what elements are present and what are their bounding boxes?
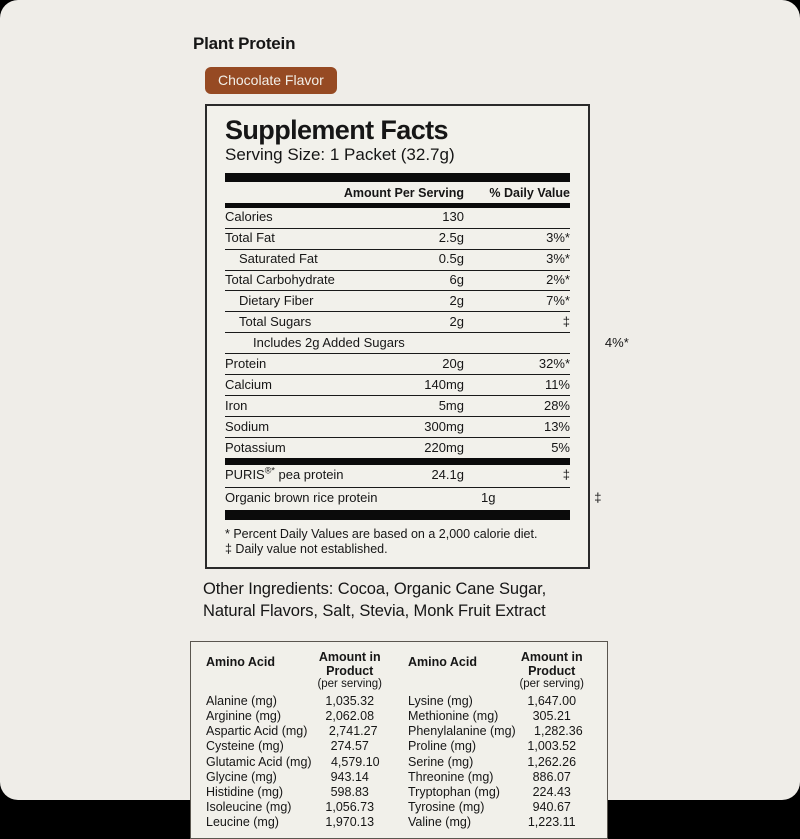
amino-value: 1,056.73 (325, 799, 375, 814)
nutrient-daily-value: 5% (551, 439, 570, 455)
nutrient-row (225, 438, 570, 458)
nutrient-row (225, 291, 570, 312)
amino-acid-table (190, 641, 608, 839)
per-serving-subheader: (per serving) (519, 678, 584, 691)
amino-row (399, 770, 601, 785)
nutrient-amount: 2g (449, 313, 464, 329)
per-serving-subheader: (per serving) (317, 678, 382, 691)
nutrient-row (225, 250, 570, 271)
nutrient-name: Total Sugars (239, 313, 312, 329)
nutrient-row (225, 312, 570, 333)
amino-name: Aspartic Acid (mg) (206, 724, 308, 739)
nutrient-name: Total Carbohydrate (225, 272, 335, 288)
nutrient-row (225, 354, 570, 375)
amino-name: Cysteine (mg) (206, 739, 284, 754)
blend-name: PURIS®* pea protein (225, 466, 344, 483)
other-ingredients-text: Other Ingredients: Cocoa, Organic Cane Sugar, Natural Flavors, Salt, Stevia, Monk Fruit Extract (203, 580, 547, 621)
amino-name: Glycine (mg) (206, 769, 277, 784)
amino-row (197, 770, 399, 785)
blend-daily-value: ‡ (594, 490, 602, 506)
nutrient-row (225, 208, 570, 229)
nutrient-name: Iron (225, 397, 248, 413)
amino-value: 274.57 (330, 739, 369, 754)
amount-in-product-header: Amount in Product (per serving) (502, 649, 601, 691)
protein-blend-rows (225, 465, 602, 510)
blend-daily-value: ‡ (562, 467, 570, 483)
amount-per-serving-header: Amount Per Serving (343, 185, 464, 200)
nutrient-daily-value: 2%* (546, 272, 570, 288)
serving-size: Serving Size: 1 Packet (32.7g) (225, 145, 455, 165)
amino-name: Isoleucine (mg) (206, 799, 292, 814)
amino-value: 4,579.10 (330, 754, 380, 769)
amino-value: 886.07 (532, 769, 571, 784)
nutrient-daily-value: 13% (543, 418, 570, 434)
facts-title: Supplement Facts (225, 115, 448, 145)
amino-value: 2,741.27 (328, 724, 378, 739)
amino-acid-header: Amino Acid (206, 654, 275, 669)
amino-value: 1,035.32 (325, 694, 375, 709)
amino-name: Tyrosine (mg) (408, 799, 485, 814)
amino-name: Serine (mg) (408, 754, 474, 769)
nutrient-name: Protein (225, 355, 267, 371)
facts-header-row (225, 182, 570, 203)
nutrient-name: Calcium (225, 376, 272, 392)
nutrient-daily-value: 32%* (538, 355, 570, 371)
amino-name: Arginine (mg) (206, 709, 282, 724)
nutrient-daily-value: 28% (543, 397, 570, 413)
registered-mark: ®* (264, 466, 275, 477)
supplement-facts-panel (205, 104, 629, 569)
amino-row (197, 739, 399, 754)
amino-row (197, 815, 399, 830)
nutrient-name: Includes 2g Added Sugars (253, 334, 405, 350)
amino-value: 1,282.36 (534, 724, 583, 739)
amino-value: 305.21 (532, 709, 571, 724)
blend-amount: 1g (481, 490, 496, 506)
amino-row (197, 785, 399, 800)
amino-value: 1,970.13 (325, 814, 375, 829)
daily-value-header: % Daily Value (489, 185, 570, 200)
nutrient-daily-value (464, 210, 570, 225)
amino-name: Leucine (mg) (206, 814, 279, 829)
blend-row (225, 465, 570, 488)
amino-row (399, 694, 601, 709)
amino-name: Glutamic Acid (mg) (206, 754, 312, 769)
nutrient-daily-value: 3%* (546, 230, 570, 246)
nutrient-row (225, 229, 570, 250)
nutrient-rows (225, 208, 629, 458)
amino-rows-right (399, 694, 601, 830)
facts-footnotes (225, 527, 570, 558)
amino-name: Alanine (mg) (206, 694, 277, 709)
amino-value: 1,223.11 (527, 814, 576, 829)
amino-name: Threonine (mg) (408, 769, 494, 784)
nutrient-amount: 5mg (438, 397, 464, 413)
amino-row (399, 800, 601, 815)
nutrient-row (225, 333, 629, 354)
blend-name: Organic brown rice protein (225, 490, 378, 506)
nutrient-name: Potassium (225, 439, 286, 455)
amino-name: Proline (mg) (408, 739, 477, 754)
amino-row (399, 755, 601, 770)
amino-name: Phenylalanine (mg) (408, 724, 516, 739)
nutrient-daily-value: 3%* (546, 251, 570, 267)
amino-name: Valine (mg) (408, 814, 471, 829)
nutrient-row (225, 396, 570, 417)
nutrient-amount: 2g (449, 292, 464, 308)
amino-row (197, 800, 399, 815)
amino-rows-left (197, 694, 399, 830)
divider-bar-medium (225, 458, 570, 465)
content-column (190, 34, 629, 839)
nutrient-row (225, 271, 570, 292)
nutrient-amount: 20g (442, 355, 464, 371)
amino-row (197, 755, 399, 770)
divider-bar-thick (225, 173, 570, 182)
nutrient-name: Saturated Fat (239, 251, 318, 267)
amino-value: 2,062.08 (325, 709, 375, 724)
footnote-daily-values: * Percent Daily Values are based on a 2,000 calorie diet. (225, 526, 538, 541)
nutrient-daily-value: ‡ (562, 313, 570, 329)
flavor-badge[interactable]: Chocolate Flavor (205, 67, 337, 94)
page-title: Plant Protein (193, 34, 296, 53)
nutrient-amount: 130 (442, 209, 464, 225)
amino-value: 1,647.00 (527, 694, 577, 709)
amino-row (399, 709, 601, 724)
nutrient-amount (405, 336, 523, 351)
amino-row (399, 785, 601, 800)
nutrient-daily-value: 7%* (546, 292, 570, 308)
amino-column-right (399, 649, 601, 830)
nutrient-name: Calories (225, 209, 273, 225)
nutrient-amount: 300mg (424, 418, 464, 434)
nutrient-amount: 2.5g (438, 230, 464, 246)
amino-value: 1,003.52 (527, 739, 577, 754)
blend-row (225, 488, 602, 510)
amino-row (399, 739, 601, 754)
footnote-not-established: ‡ Daily value not established. (225, 542, 388, 557)
divider-bar-bottom (225, 510, 570, 520)
amino-value: 943.14 (330, 769, 369, 784)
amino-acid-header: Amino Acid (408, 654, 477, 669)
amino-name: Methionine (mg) (408, 709, 499, 724)
amino-value: 940.67 (532, 799, 571, 814)
amino-header-right (399, 649, 601, 691)
amino-header-left (197, 649, 399, 691)
nutrient-daily-value: 4%* (604, 334, 629, 350)
amino-name: Tryptophan (mg) (408, 784, 500, 799)
blend-amount: 24.1g (431, 467, 464, 483)
nutrient-name: Sodium (225, 418, 270, 434)
amino-value: 224.43 (532, 784, 571, 799)
amino-value: 598.83 (330, 784, 369, 799)
amino-row (399, 724, 601, 739)
nutrient-amount: 140mg (424, 376, 464, 392)
nutrient-amount: 220mg (424, 439, 464, 455)
amount-in-product-header: Amount in Product (per serving) (300, 649, 399, 691)
nutrient-amount: 6g (449, 272, 464, 288)
amino-column-left (197, 649, 399, 830)
nutrient-amount: 0.5g (438, 251, 464, 267)
nutrient-name: Dietary Fiber (239, 292, 314, 308)
nutrient-name: Total Fat (225, 230, 275, 246)
amino-name: Lysine (mg) (408, 694, 473, 709)
amino-row (197, 724, 399, 739)
amino-row (197, 709, 399, 724)
amino-row (197, 694, 399, 709)
nutrient-row (225, 417, 570, 438)
amino-name: Histidine (mg) (206, 784, 284, 799)
amino-row (399, 815, 601, 830)
amino-value: 1,262.26 (527, 754, 577, 769)
nutrient-row (225, 375, 570, 396)
nutrient-daily-value: 11% (544, 376, 570, 392)
